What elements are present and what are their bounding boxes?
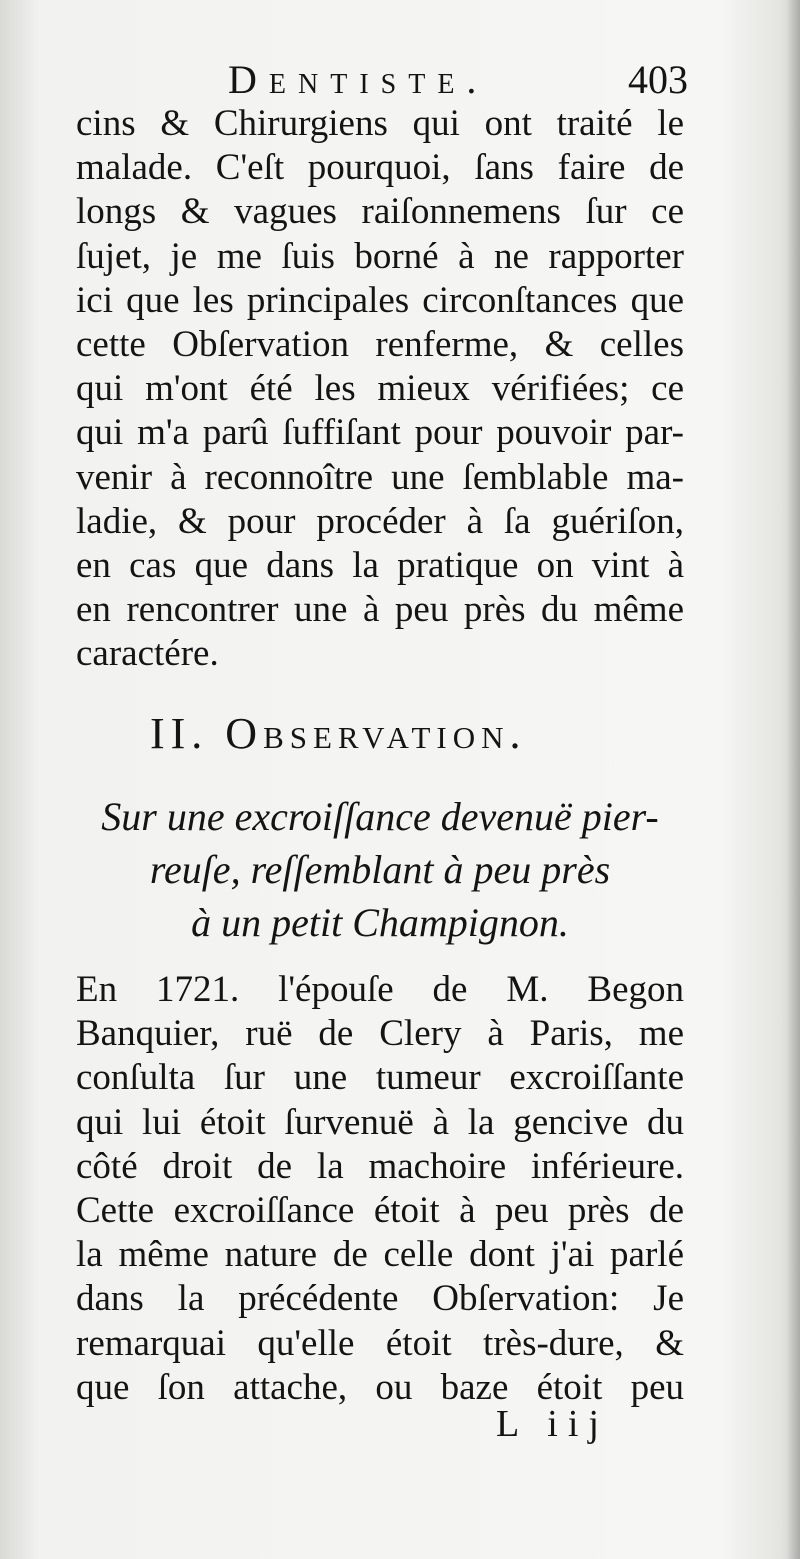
text-line: Cette excroiſſance étoit à peu près de — [76, 1189, 684, 1231]
section-heading: II. Observation. — [150, 709, 527, 758]
text-line: en rencontrer une à peu près du même — [76, 589, 684, 631]
text-line: dans la précédente Obſervation: Je — [76, 1278, 684, 1320]
text-line: Banquier, ruë de Clery à Paris, me — [76, 1013, 684, 1055]
subtitle-line: reuſe, reſſemblant à peu près — [149, 847, 611, 892]
text-line: côté droit de la machoire inférieure. — [76, 1145, 684, 1187]
text-line: en cas que dans la pratique on vint à — [76, 544, 684, 586]
text-line: remarquai qu'elle étoit très-dure, & — [76, 1322, 684, 1364]
text-line: la même nature de celle dont j'ai parlé — [76, 1234, 684, 1276]
text-line: qui m'a parû ſuffiſant pour pouvoir par- — [76, 412, 684, 454]
paragraph-observation — [76, 968, 684, 1410]
section-subtitle — [70, 790, 690, 949]
subtitle-line: à un petit Champignon. — [191, 900, 569, 945]
text-line: longs & vagues raiſonnemens ſur ce — [76, 191, 684, 233]
text-line: que ſon attache, ou baze étoit peu — [76, 1366, 684, 1408]
subtitle-line: Sur une excroiſſance devenuë pier- — [101, 794, 659, 839]
signature-mark: L iij — [496, 1403, 609, 1445]
running-head — [228, 52, 688, 102]
paragraph-continued — [76, 102, 684, 676]
text-line: ladie, & pour procéder à ſa guériſon, — [76, 500, 684, 542]
text-line: conſulta ſur une tumeur excroiſſante — [76, 1057, 684, 1099]
text-line: cins & Chirurgiens qui ont traité le — [76, 103, 684, 144]
text-line: caractére. — [76, 633, 219, 675]
text-line: ſujet, je me ſuis borné à ne rapporter — [76, 235, 684, 277]
text-line: qui m'ont été les mieux vérifiées; ce — [76, 368, 684, 410]
text-line: malade. C'eſt pourquoi, ſans faire de — [76, 147, 684, 189]
page-shadow — [786, 0, 800, 1559]
page-number: 403 — [628, 57, 688, 102]
text-line: En 1721. l'épouſe de M. Begon — [76, 969, 684, 1010]
running-title: Dentiste. — [228, 57, 489, 102]
text-line: venir à reconnoître une ſemblable ma- — [76, 456, 684, 498]
text-line: ici que les principales circonſtances que — [76, 279, 684, 321]
text-line: cette Obſervation renferme, & celles — [76, 323, 684, 365]
text-line: qui lui étoit ſurvenuë à la gencive du — [76, 1101, 684, 1143]
